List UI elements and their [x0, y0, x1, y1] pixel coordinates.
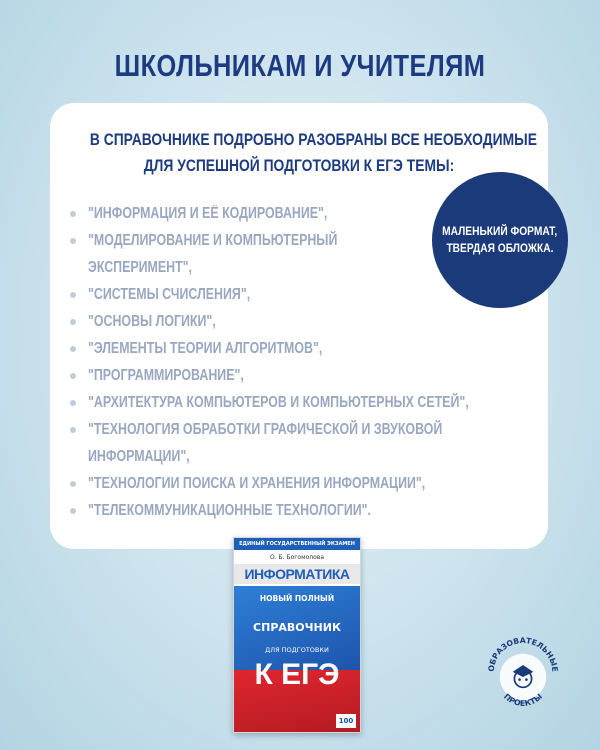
list-item: [70, 281, 490, 308]
logo-text-bottom: ПРОЕКТЫ: [502, 691, 544, 708]
topic-text-cont: ИНФОРМАЦИИ",: [88, 448, 190, 465]
topic-text: "ТЕХНОЛОГИИ ПОИСКА И ХРАНЕНИЯ ИНФОРМАЦИИ",: [88, 475, 426, 492]
book-line-1: НОВЫЙ ПОЛНЫЙ: [259, 594, 335, 603]
book-author: О. Б. Богомолова: [270, 554, 324, 561]
page-title: ШКОЛЬНИКАМ И УЧИТЕЛЯМ: [114, 48, 486, 83]
list-item: [70, 200, 490, 227]
intro-text: [50, 127, 548, 179]
topic-text: "ОСНОВЫ ЛОГИКИ",: [88, 313, 216, 330]
format-badge: [432, 172, 568, 308]
topic-text: "АРХИТЕКТУРА КОМПЬЮТЕРОВ И КОМПЬЮТЕРНЫХ СЕТЕЙ",: [88, 394, 469, 411]
topic-text: "ИНФОРМАЦИЯ И ЕЁ КОДИРОВАНИЕ",: [88, 205, 328, 222]
topic-text: "СИСТЕМЫ СЧИСЛЕНИЯ",: [88, 286, 251, 303]
book-subject: ИНФОРМАТИКА: [234, 564, 360, 584]
info-card: [50, 103, 548, 549]
topic-text: "ТЕХНОЛОГИЯ ОБРАБОТКИ ГРАФИЧЕСКОЙ И ЗВУКОВОЙ: [88, 421, 443, 438]
badge-line-1: МАЛЕНЬКИЙ ФОРМАТ,: [442, 224, 558, 238]
list-item: [70, 362, 490, 389]
book-badge-100: 100: [336, 714, 356, 728]
book-cover-image: [233, 537, 361, 733]
list-item: [70, 308, 490, 335]
topic-text: "ПРОГРАММИРОВАНИЕ",: [88, 367, 244, 384]
logo-text: ОБРАЗОВАТЕЛЬНЫЕ: [486, 636, 560, 673]
list-item: [70, 389, 490, 416]
topics-list: [70, 200, 490, 524]
topic-text-cont: ЭКСПЕРИМЕНТ",: [88, 259, 193, 276]
topic-text: "ТЕЛЕКОММУНИКАЦИОННЫЕ ТЕХНОЛОГИИ".: [88, 502, 371, 519]
book-line-3: ДЛЯ ПОДГОТОВКИ: [265, 646, 329, 654]
book-series: ЕДИНЫЙ ГОСУДАРСТВЕННЫЙ ЭКЗАМЕН: [234, 538, 360, 550]
intro-line-1: В СПРАВОЧНИКЕ ПОДРОБНО РАЗОБРАНЫ ВСЕ НЕОБХОДИМЫЕ: [89, 131, 537, 149]
list-item: [70, 416, 490, 470]
publisher-logo-icon: [480, 634, 566, 720]
book-exam: К ЕГЭ: [254, 658, 340, 691]
badge-line-2: ТВЕРДАЯ ОБЛОЖКА.: [446, 241, 554, 255]
list-item: [70, 335, 490, 362]
list-item: [70, 227, 490, 281]
book-line-2: СПРАВОЧНИК: [253, 621, 341, 634]
topic-text: "ЭЛЕМЕНТЫ ТЕОРИИ АЛГОРИТМОВ",: [88, 340, 323, 357]
topic-text: "МОДЕЛИРОВАНИЕ И КОМПЬЮТЕРНЫЙ: [88, 232, 338, 249]
list-item: [70, 497, 490, 524]
intro-line-2: ДЛЯ УСПЕШНОЙ ПОДГОТОВКИ К ЕГЭ ТЕМЫ:: [143, 157, 455, 175]
list-item: [70, 470, 490, 497]
